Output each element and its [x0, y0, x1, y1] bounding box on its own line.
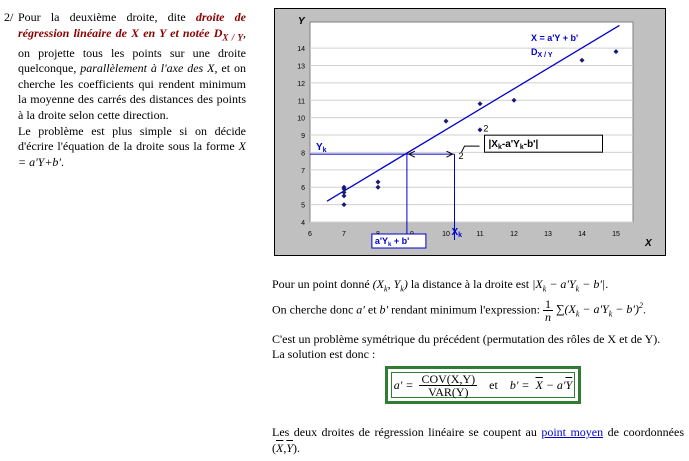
x-tick-label: 12: [510, 231, 518, 238]
line-equation-label: X = a'Y + b': [531, 33, 579, 44]
solution-line: La solution est donc :: [272, 347, 376, 361]
y-tick-label: 4: [301, 220, 305, 227]
coef-b: b': [379, 302, 389, 317]
minimize-text: On cherche donc: [272, 302, 354, 317]
mean-point-text: Les deux droites de régression linéaire se coupent au: [272, 425, 537, 439]
x-tick-label: 10: [442, 231, 450, 238]
symmetric-line: C'est un problème symétrique du précédent (permutation des rôles de X et de Y).: [272, 332, 661, 346]
regression-title: droite de régression linéaire de X en Y et notée: [18, 10, 246, 40]
intro-parallel: parallèlement à l'axe des X: [80, 61, 215, 76]
solution-formula-box: [385, 366, 581, 404]
y-tick-label: 7: [301, 167, 305, 175]
exponent-2-lower: 2: [458, 151, 464, 162]
xk-label: $X_k$: [451, 227, 463, 239]
yk-label: $Y_k$: [316, 142, 327, 155]
y-tick-label: 9: [301, 133, 305, 141]
y-tick-label: 11: [297, 98, 305, 106]
y-tick-label: 12: [297, 80, 305, 88]
minimize-period: .: [642, 302, 646, 317]
formula-b-rhs: $\overline{X} - a'\overline{Y}$: [535, 377, 573, 392]
y-axis-label: Y: [298, 16, 305, 27]
intro-equation: X = a'Y+b': [18, 139, 246, 169]
formula-a-lhs: a' =: [393, 377, 414, 392]
regression-notation: $D_{X / Y}$: [213, 25, 244, 42]
point-notation: ($X_k$, $Y_k$): [372, 277, 408, 294]
distance-label: $|X_k-a'Y_k-b'|$: [488, 139, 539, 152]
section-number: 2/: [4, 10, 14, 24]
x-tick-label: 7: [342, 231, 346, 238]
y-tick-label: 14: [297, 46, 305, 54]
x-tick-label: 13: [544, 231, 552, 238]
chart-svg: [275, 9, 665, 255]
formula-b-lhs: b' =: [509, 377, 530, 392]
one-over-n: $\frac{1}{n}$: [544, 297, 551, 324]
y-tick-label: 13: [297, 63, 305, 71]
intro-paragraph: [18, 10, 246, 170]
intro-text-1: Pour la deuxième droite, dite: [18, 10, 186, 24]
distance-expression: $|X_k - a'Y_k - b'|$: [532, 277, 606, 294]
projection-label: $a'Y_k + b'$: [374, 236, 410, 248]
mean-point-paragraph: [272, 424, 684, 456]
solution-formula: [391, 372, 575, 398]
x-axis-label: X: [645, 238, 652, 249]
formula-fraction: $\frac{\text{COV(X,Y)}}{\text{VAR(Y)}}$: [421, 371, 476, 399]
coef-a: a': [356, 302, 365, 317]
exponent-2-upper: 2: [483, 123, 489, 134]
plot-area: [310, 22, 633, 222]
y-tick-label: 8: [301, 150, 305, 158]
distance-period: .: [605, 277, 609, 291]
intro-text-3: , et on cherche les coefficients qui rendent minimum la moyenne des carrés des distances des points à la droite selon cette direction.: [18, 61, 247, 122]
intro-text-4: Le problème est plus simple si on décide d'écrire l'équation de la droite sous la forme: [18, 123, 246, 154]
x-tick-label: 11: [476, 231, 484, 238]
regression-chart: [274, 8, 666, 256]
distance-text: Pour un point donné: [272, 277, 370, 291]
intro-text-2: , on projette tous les points sur une droite quelconque,: [18, 25, 247, 76]
minimize-text-2: rendant minimum l'expression:: [391, 302, 540, 317]
sum-expression: $\sum(X_k - a'Y_k - b')^2$: [555, 301, 643, 319]
mean-point-text-2: de coordonnées: [607, 425, 684, 439]
minimize-line: [272, 298, 646, 323]
distance-line: [272, 276, 608, 297]
and-text: et: [367, 302, 377, 317]
distance-text-2: la distance à la droite est: [410, 277, 530, 291]
x-tick-label: 14: [578, 231, 586, 238]
mean-coordinates: $(\overline{X},\overline{Y})$: [272, 441, 298, 455]
x-tick-label: 6: [308, 231, 312, 238]
intro-period: .: [61, 154, 65, 169]
y-tick-label: 5: [301, 202, 305, 210]
line-name-label: $D_{X / Y}$: [531, 47, 553, 60]
y-tick-label: 10: [297, 115, 305, 123]
y-tick-label: 6: [301, 185, 305, 193]
mean-point-period: .: [297, 441, 301, 455]
point-moyen-link[interactable]: point moyen: [541, 425, 604, 439]
x-tick-label: 15: [612, 231, 620, 238]
formula-and: et: [489, 377, 498, 392]
